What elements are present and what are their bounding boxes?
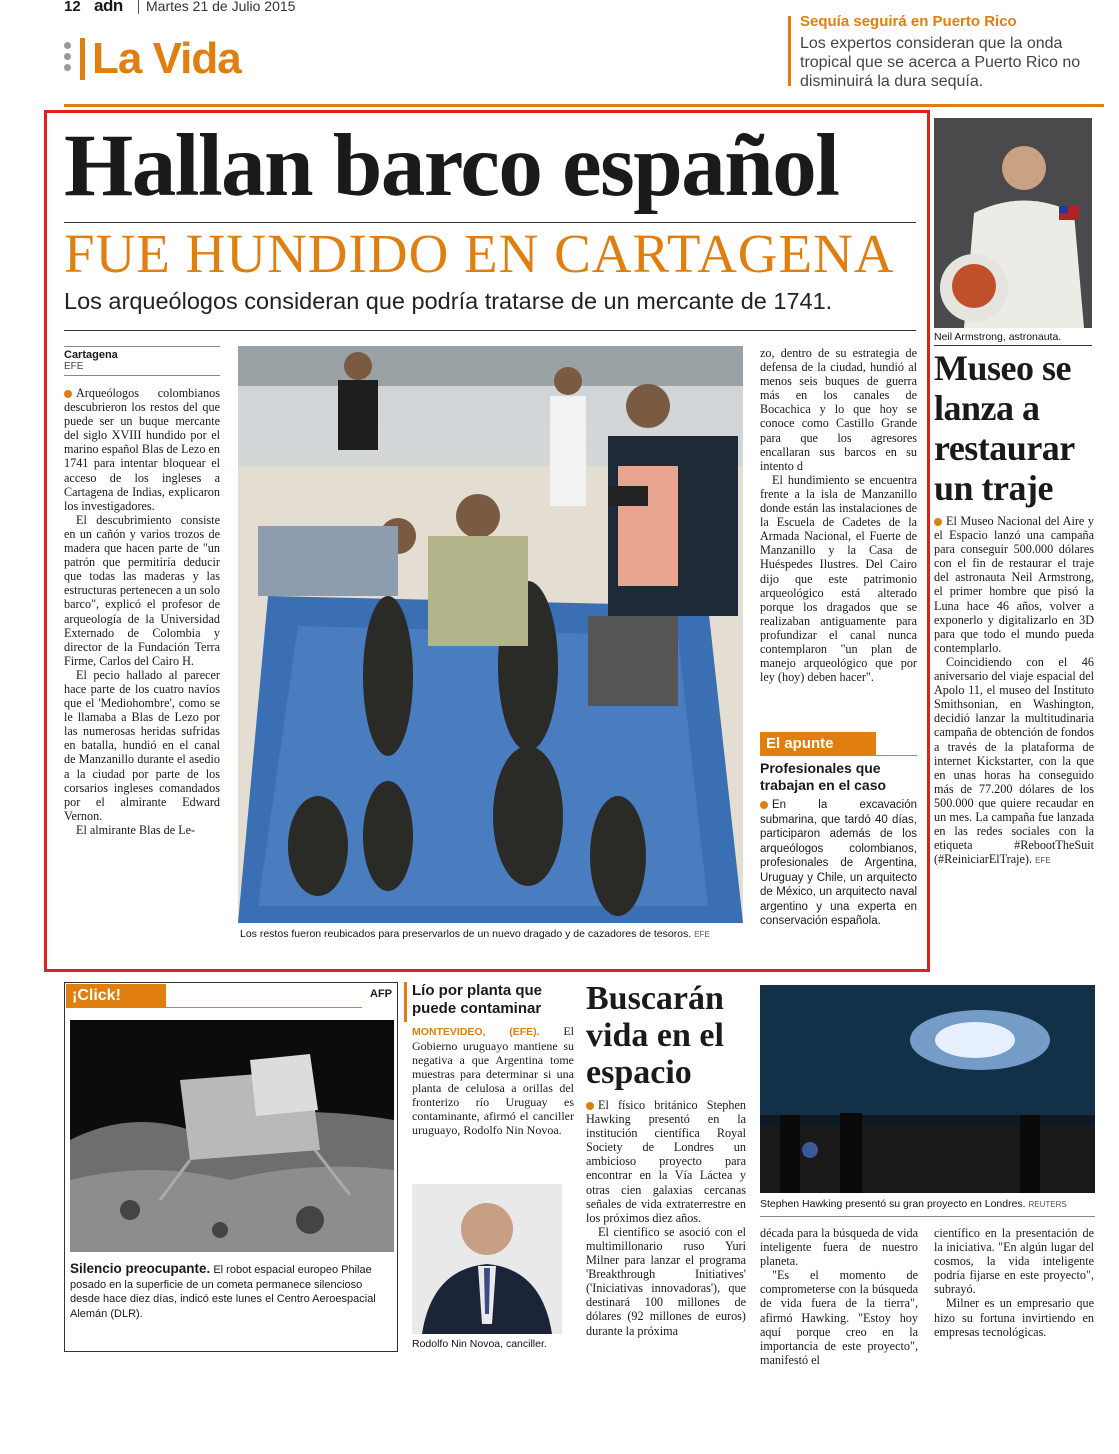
right-credit: EFE [1035,856,1051,866]
section-dots [64,42,71,75]
hawking-caption-text: Stephen Hawking presentó su gran proyecto en Londres. [760,1198,1026,1210]
hawking-photo [760,985,1095,1193]
hawking-caption-credit: REUTERS [1028,1200,1067,1209]
nin-novoa-photo [412,1184,562,1334]
espacio-col2 [760,1226,918,1366]
main-col1 [64,386,220,946]
apunte-text [760,798,917,929]
click-text-body: El robot espacial europeo Philae posado en la superficie de un cometa permanece silencioso desde hace diez días, indicó este lunes el Centro Aeroespacial Alemán (DLR). [70,1264,376,1320]
espacio-col3 [934,1226,1094,1366]
espacio-col1 [586,1098,746,1364]
page-date: Martes 21 de Julio 2015 [146,0,296,14]
apunte-label-text: El apunte [766,735,834,752]
main-col1-para: El pecio hallado al parecer hace parte de los cuatro navíos que el 'Mediohombre', como se le llamaba a Blas de Lezo por las numerosas heridas sufridas en batalla, hundió en el canal de Manzanillo durante el asedio a la ciudad por parte de los corsarios ingleses comandados por el almirante Edward Vernon. [64,667,220,823]
bullet-icon [760,801,768,809]
page-number: 12 [64,0,81,15]
bullet-icon [934,518,942,526]
dateline-agency: EFE [64,361,84,372]
right-body-para: El Museo Nacional del Aire y el Espacio lanzó una campaña para conseguir 500.000 dólares con el fin de restaurar el traje del astronauta Neil Armstrong, el primer hombre que pisó la Luna hace 46 años, volver a exponerlo y digitalizarlo en 3D para que todo el mundo pueda contemplarlo. [934,514,1094,655]
planta-body [412,1024,574,1137]
section-bar [80,38,85,80]
click-label [66,984,166,1008]
brand-logo: adn [94,0,123,15]
teaser-title: Sequía seguirá en Puerto Rico [800,13,1017,30]
nin-novoa-caption: Rodolfo Nin Novoa, canciller. [412,1338,547,1350]
espacio-headline: Buscarán vida en el espacio [586,980,724,1091]
section-title: La Vida [92,34,241,83]
espacio-col1-para: El científico se asoció con el multimillonario ruso Yuri Milner para lanzar el programa 'Breakthrough Initiatives' ('Iniciativas innovadoras'), que destinará 100 millones de dólares (92 millones de euros) durante la próxima [586,1224,746,1338]
main-headline: Hallan barco español [64,117,839,215]
planta-text: El Gobierno uruguayo mantiene su negativa a que Argentina tome muestras para determinar si una planta de celulosa a orillas del fronterizo río Uruguay es contaminante, afirmó el canciller uruguayo, Rodolfo Nin Novoa. [412,1024,574,1137]
bullet-icon [586,1102,594,1110]
hawking-caption [760,1198,1095,1211]
hawking-rule [760,1216,1095,1217]
planta-dateline: MONTEVIDEO, (EFE). [412,1026,540,1038]
main-deck: Los arqueólogos consideran que podría tratarse de un mercante de 1741. [64,288,833,314]
planta-bar [404,982,407,1022]
main-subhead: FUE HUNDIDO EN CARTAGENA [64,223,895,284]
armstrong-caption: Neil Armstrong, astronauta. [934,331,1062,343]
espacio-col1-para: El físico británico Stephen Hawking presentó en la institución científica Royal Society de Londres un ambicioso proyecto para encontrar en la Vía Láctea y otras cien galaxias cercanas señales de vida extraterrestre en los próximos diez años. [586,1098,746,1225]
espacio-col3-para: científico en la presentación de la iniciativa. "En algún lugar del cosmos, la vida inteligente podría fijarse en este proyecto", subrayó. [934,1226,1094,1297]
espacio-col3-para: Milner es un empresario que hizo su fortuna invirtiendo en empresas tecnológicas. [934,1296,1094,1339]
right-caption-rule [934,345,1092,346]
main-photo [238,346,743,923]
teaser-bar [788,16,791,86]
teaser-text: Los expertos consideran que la onda tropical que se acerca a Puerto Rico no disminuirá la dura sequía. [800,35,1081,90]
main-col2-para: zo, dentro de su estrategia de defensa de la ciudad, hundió al menos seis buques de guerra más en los canales de Bocachica y lo que hoy se conoce como Castillo Grande para que los agresores encallaran sus barcos en su intento d [760,346,917,473]
caption-text: Los restos fueron reubicados para preservarlos de un nuevo dragado y de cazadores de tesoros. [240,928,692,940]
dateline: Cartagena [64,349,118,361]
apunte-title: Profesionales que trabajan en el caso [760,760,887,793]
right-headline: Museo se lanza a restaurar un traje [934,348,1075,508]
deck-rule [64,330,916,331]
planta-headline: Lío por planta que puede contaminar [412,982,542,1017]
main-col2-para: El hundimiento se encuentra frente a la isla de Manzanillo donde están las instalaciones de la Escuela de Cadetes de la Armada Nacional, el Fuerte de Manzanillo y la Casa de Huéspedes Ilustres. Del Cairo dijo que este patrimonio arqueológico está alterado porque los dragados que se realizaban antiguamente para profundizar el canal nunca contemplaron "un plan de manejo arqueológico que por ley (hoy) deben hacer". [760,472,917,685]
espacio-col2-para: "Es el momento de comprometerse con la búsqueda de vida fuera de la tierra", afirmó Hawking. "Estoy hoy aquí porque creo en la importancia de este proyecto", manifestó el [760,1268,918,1366]
click-text [70,1262,394,1321]
click-label-text: ¡Click! [72,987,121,1004]
apunte-text-body: En la excavación submarina, que tardó 40 días, participaron además de los arqueólogos colombianos, profesionales de Argentina, Uruguay y Chile, un arquitecto de México, un arquitecto naval argentino y una experta en conservación española. [760,799,917,927]
click-title: Silencio preocupante. [70,1261,211,1276]
main-col1-para: El almirante Blas de Le- [76,822,196,837]
apunte-label [760,732,876,756]
dateline-rule-2 [64,375,220,376]
top-orange-rule [64,104,1104,107]
main-photo-caption [240,928,745,941]
main-col1-para: El descubrimiento consiste en un cañón y varios trozos de madera que hacen parte de "un patrón que permitiría deducir que todas las maderas y las estructuras pertenecen a un solo barco", explicó el profesor de arqueología de la Universidad Externado de Colombia y director de la Fundación Terra Firme, Carlos del Cairo H. [64,512,220,668]
philae-photo [70,1020,394,1252]
armstrong-photo [934,118,1092,328]
apunte-rule [876,755,917,756]
main-col2 [760,346,917,738]
caption-credit: EFE [694,930,710,939]
main-col1-para: Arqueólogos colombianos descubrieron los restos del que puede ser un buque mercante del siglo XVIII hundido por el marino español Blas de Lezo en 1741 para intentar bloquear el acceso de los ingleses a Cartagena de Indias, explicaron los investigadores. [64,386,220,513]
espacio-col2-para: década para la búsqueda de vida inteligente fuera de nuestro planeta. [760,1226,918,1269]
dateline-rule [64,346,220,347]
right-body [934,514,1094,868]
header-divider [138,0,139,14]
bullet-icon [64,390,72,398]
right-body-para: Coincidiendo con el 46 aniversario del viaje espacial del Apolo 11, el museo del Instituto Smithsonian, en Washington, decidió lanzar la multitudinaria campaña de obtención de fondos a través de la plataforma de internet Kickstarter, con la que en unas horas ha conseguido más de 77.200 dólares de los 500.000 que quiere recaudar en un mes. La campaña fue lanzada en las redes sociales con la etiqueta #RebootTheSuit (#ReiniciarElTraje). [934,654,1094,867]
click-label-rule [166,1007,362,1008]
click-agency: AFP [370,988,392,1000]
